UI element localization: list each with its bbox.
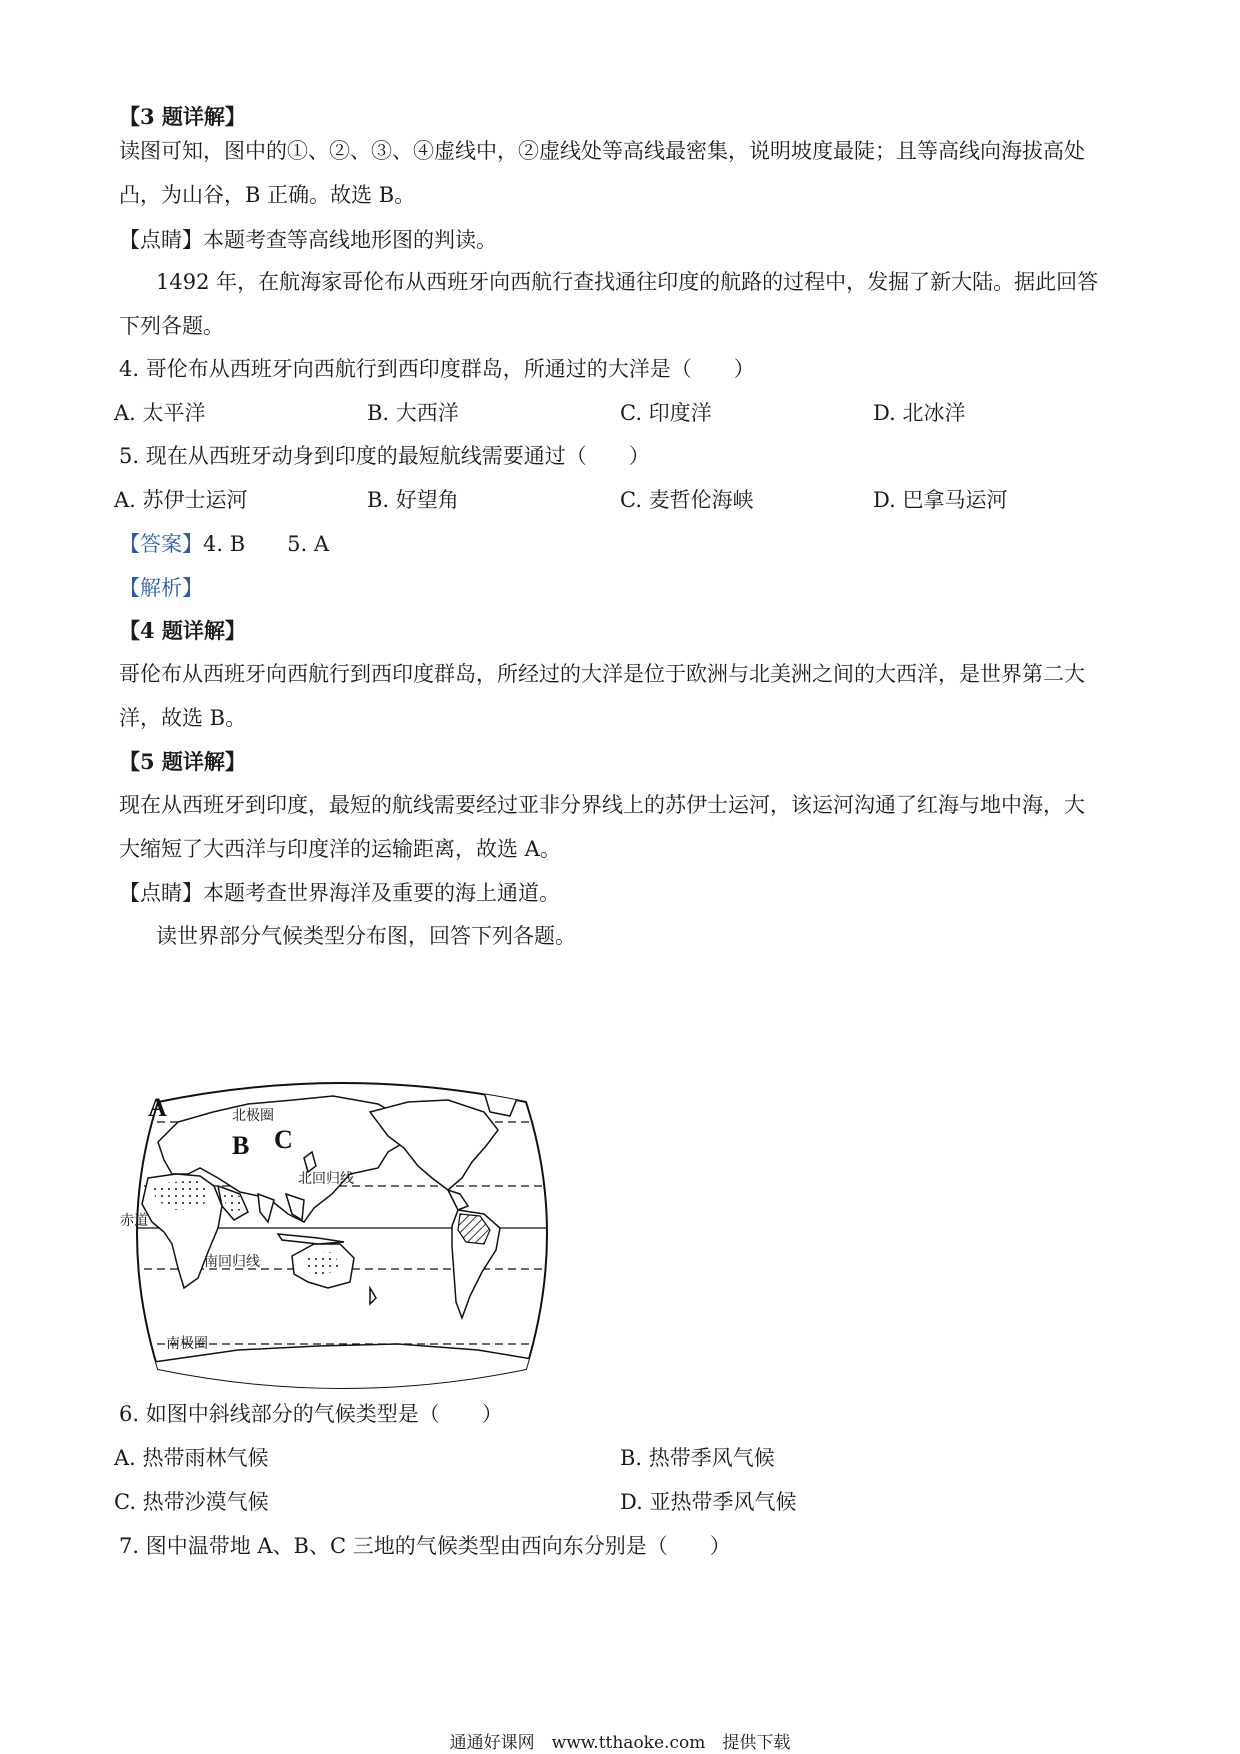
q6-stem: 6. 如图中斜线部分的气候类型是（ ） (119, 1402, 503, 1426)
q3-point: 【点睛】本题考查等高线地形图的判读。 (119, 228, 497, 252)
point-c-label: C (274, 1125, 293, 1154)
tropic-cancer-label: 北回归线 (298, 1171, 354, 1187)
q6-option-b: B. 热带季风气候 (620, 1446, 775, 1470)
greenland-landmass (484, 1092, 518, 1116)
q5-detail-line2: 大缩短了大西洋与印度洋的运输距离，故选 A。 (119, 837, 561, 861)
central-america-landmass (448, 1190, 468, 1210)
analysis-label: 【解析】 (119, 576, 203, 600)
point-b-label: B (232, 1131, 250, 1160)
q4-option-a: A. 太平洋 (114, 401, 206, 425)
arctic-circle-label: 北极圈 (232, 1108, 274, 1124)
q7-stem: 7. 图中温带地 A、B、C 三地的气候类型由西向东分别是（ ） (119, 1534, 731, 1558)
q4-option-b: B. 大西洋 (367, 401, 459, 425)
indonesia-islands (278, 1234, 344, 1244)
antarctic-circle-label: 南极圈 (166, 1336, 208, 1352)
q4-detail-heading: 【4 题详解】 (119, 618, 246, 643)
q3-detail-line2: 凸，为山谷，B 正确。故选 B。 (119, 183, 416, 207)
q5-option-c: C. 麦哲伦海峡 (620, 488, 754, 512)
point-a-label: A (148, 1093, 167, 1122)
q5-stem: 5. 现在从西班牙动身到印度的最短航线需要通过（ ） (119, 444, 650, 468)
q5-detail-heading: 【5 题详解】 (119, 749, 246, 774)
answer-text: 4. B 5. A (203, 532, 330, 556)
q3-detail-heading: 【3 题详解】 (119, 104, 246, 129)
intro-45-line2: 下列各题。 (119, 314, 224, 338)
q5-option-b: B. 好望角 (367, 488, 459, 512)
intro-45-line1: 1492 年，在航海家哥伦布从西班牙向西航行查找通往印度的航路的过程中，发掘了新大陆。据此回答 (156, 270, 1099, 294)
world-climate-map (118, 1082, 566, 1389)
equator-label: 赤道 (120, 1213, 148, 1229)
q3-detail-line1: 读图可知，图中的①、②、③、④虚线中，②虚线处等高线最密集，说明坡度最陡；且等高线向海拔高处 (119, 139, 1085, 163)
q4-option-d: D. 北冰洋 (873, 401, 966, 425)
q6-option-c: C. 热带沙漠气候 (114, 1490, 269, 1514)
q5-option-a: A. 苏伊士运河 (114, 488, 248, 512)
world-map-svg (118, 1082, 566, 1389)
q4-detail-line2: 洋，故选 B。 (119, 706, 247, 730)
q5-option-d: D. 巴拿马运河 (873, 488, 1008, 512)
answer-label: 【答案】 (119, 532, 203, 556)
q6-option-d: D. 亚热带季风气候 (620, 1490, 797, 1514)
page-footer: 通通好课网 www.tthaoke.com 提供下载 (449, 1733, 791, 1753)
q5-detail-line1: 现在从西班牙到印度，最短的航线需要经过亚非分界线上的苏伊士运河，该运河沟通了红海与地中海，大 (119, 793, 1085, 817)
q4-option-c: C. 印度洋 (620, 401, 712, 425)
tropic-capricorn-label: 南回归线 (204, 1254, 260, 1270)
intro-67: 读世界部分气候类型分布图，回答下列各题。 (156, 924, 576, 948)
q45-point: 【点睛】本题考查世界海洋及重要的海上通道。 (119, 881, 560, 905)
q6-option-a: A. 热带雨林气候 (114, 1446, 269, 1470)
new-zealand-island (370, 1288, 376, 1304)
q4-detail-line1: 哥伦布从西班牙向西航行到西印度群岛，所经过的大洋是位于欧洲与北美洲之间的大西洋，是世界第二大 (119, 662, 1085, 686)
answer-line (119, 530, 329, 558)
q4-stem: 4. 哥伦布从西班牙向西航行到西印度群岛，所通过的大洋是（ ） (119, 357, 755, 381)
